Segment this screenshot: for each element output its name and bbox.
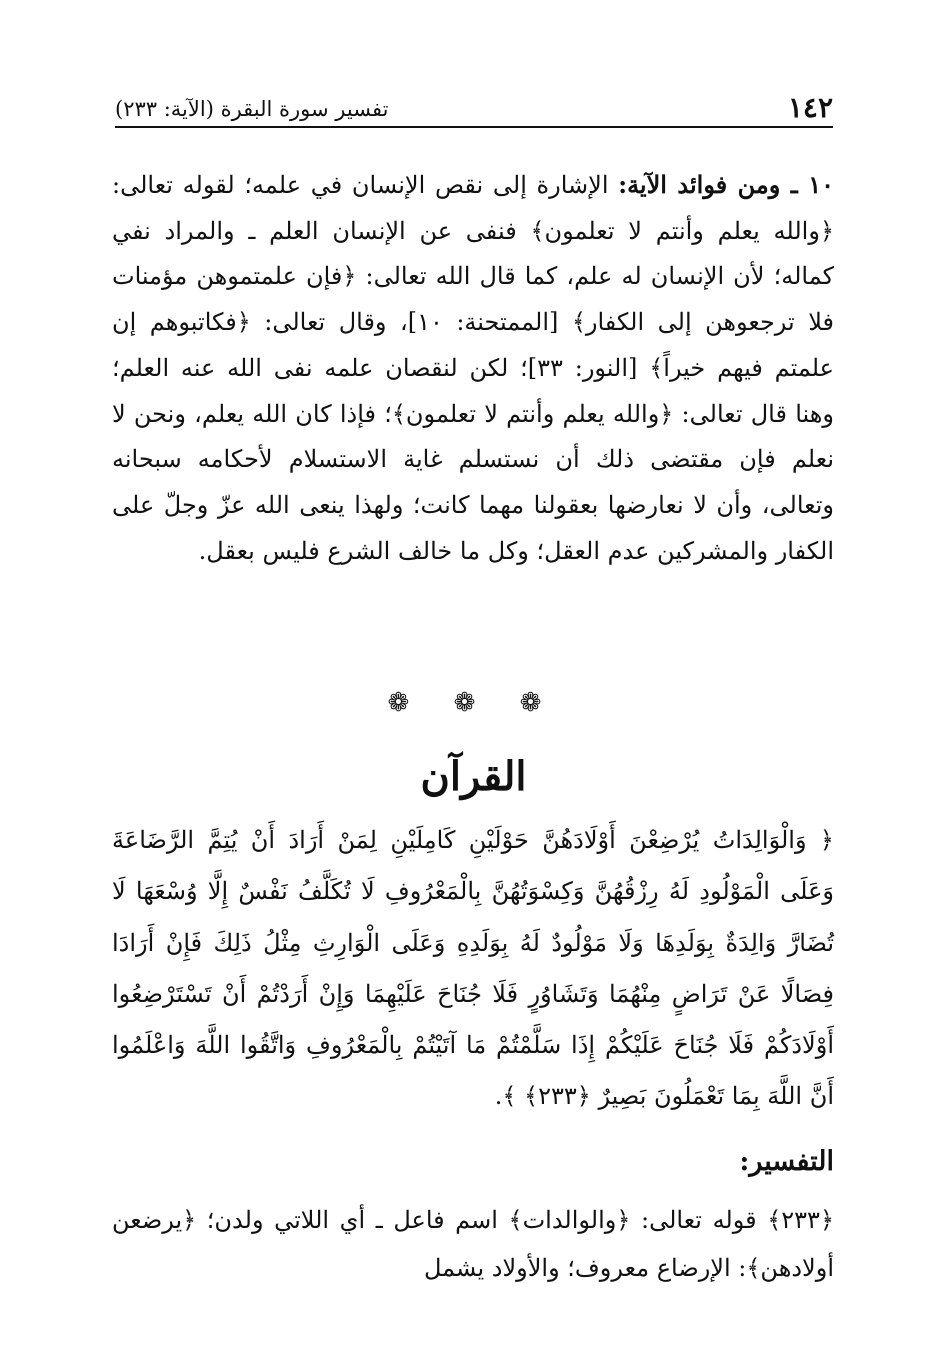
page-header bbox=[115, 84, 833, 124]
section-title: القرآن bbox=[420, 753, 527, 800]
header-rule bbox=[115, 126, 833, 128]
quran-verse-block bbox=[112, 815, 834, 1123]
page-number: ١٤٢ bbox=[787, 91, 833, 124]
tafsir-heading: التفسير: bbox=[739, 1146, 834, 1177]
benefit-lead: ١٠ ـ ومن فوائد الآية: bbox=[618, 170, 834, 199]
benefit-paragraph bbox=[112, 162, 834, 574]
benefit-text: الإشارة إلى نقص الإنسان في علمه؛ لقوله تعالى: ﴿والله يعلم وأنتم لا تعلمون﴾ فنفى عن الإنسان العلم ـ والمراد نفي كماله؛ لأن الإنسان له علم، كما قال الله تعالى: ﴿فإن علمتموهن مؤمنات فلا ترجعوهن إلى الكفار﴾ [الممتحنة: ١٠]، وقال تعالى: ﴿فكاتبوهم إن علمتم فيهم خيراً﴾ [النور: ٣٣]؛ لكن لنقصان علمه نفى الله عنه العلم؛ وهنا قال تعالى: ﴿والله يعلم وأنتم لا تعلمون﴾؛ فإذا كان الله يعلم، ونحن لا نعلم فإن مقتضى ذلك أن نستسلم غاية الاستسلام لأحكامه سبحانه وتعالى، وأن لا نعارضها بعقولنا مهما كانت؛ ولهذا ينعى الله عزّ وجلّ على الكفار والمشركين عدم العقل؛ وكل ما خالف الشرع فليس بعقل. bbox=[112, 171, 835, 565]
section-separator: ❁ ❁ ❁ bbox=[387, 688, 560, 718]
running-title: تفسير سورة البقرة (الآية: ٢٣٣) bbox=[115, 97, 389, 121]
quran-verse: ﴿ وَالْوَالِدَاتُ يُرْضِعْنَ أَوْلَادَهُنَّ حَوْلَيْنِ كَامِلَيْنِ لِمَنْ أَرَادَ أَنْ يُتِمَّ الرَّضَاعَةَ وَعَلَى الْمَوْلُودِ لَهُ رِزْقُهُنَّ وَكِسْوَتُهُنَّ بِالْمَعْرُوفِ لَا تُكَلَّفُ نَفْسٌ إِلَّا وُسْعَهَا لَا تُضَارَّ وَالِدَةٌ بِوَلَدِهَا وَلَا مَوْلُودٌ لَهُ بِوَلَدِهِ وَعَلَى الْوَارِثِ مِثْلُ ذَلِكَ فَإِنْ أَرَادَا فِصَالًا عَنْ تَرَاضٍ مِنْهُمَا وَتَشَاوُرٍ فَلَا جُنَاحَ عَلَيْهِمَا وَإِنْ أَرَدْتُمْ أَنْ تَسْتَرْضِعُوا أَوْلَادَكُمْ فَلَا جُنَاحَ عَلَيْكُمْ إِذَا سَلَّمْتُمْ مَا آتَيْتُمْ بِالْمَعْرُوفِ وَاتَّقُوا اللَّهَ وَاعْلَمُوا أَنَّ اللَّهَ بِمَا تَعْمَلُونَ بَصِيرٌ ﴿٢٣٣﴾ ﴾. bbox=[112, 826, 835, 1111]
tafsir-paragraph bbox=[112, 1196, 834, 1292]
tafsir-text: ﴿٢٣٣﴾ قوله تعالى: ﴿والوالدات﴾ اسم فاعل ـ أي اللاتي ولدن؛ ﴿يرضعن أولادهن﴾: الإرضاع معروف؛ والأولاد يشمل bbox=[112, 1206, 834, 1282]
